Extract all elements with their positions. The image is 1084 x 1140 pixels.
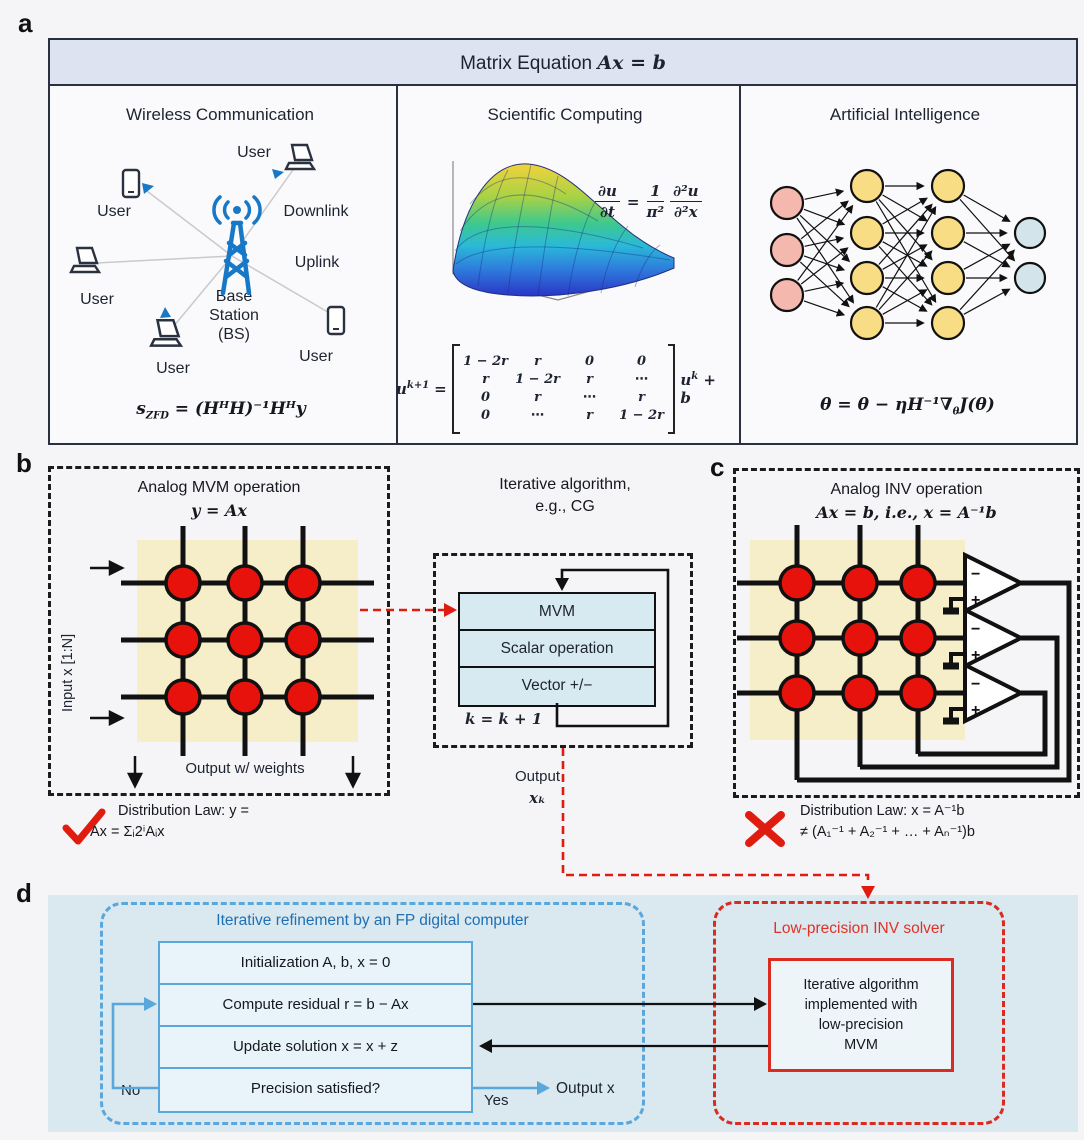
user-label-bottom: User [156,360,190,377]
crossbar-inv [725,515,1083,798]
algorithm-output-word: Output [514,768,561,785]
algorithm-title: Iterative algorithm, e.g., CG [499,476,631,515]
panel-a-header [50,40,1076,86]
pde-equation: $\frac{\partial u}{\partial t}$ = $\frac{1}{\text{π²}}$ $\frac{\text{∂²u}}{\text{∂²x}}$ [592,182,705,221]
panel-a-label: a [18,8,33,38]
panel-b-label: b [16,448,32,478]
output-axis-label: Output w/ weights [185,760,305,777]
algo-step-mvm: MVM [460,594,654,631]
user-label-left: User [97,203,131,220]
pointer-icon [158,306,172,319]
wireless-title: Wireless Communication [126,105,314,124]
refinement-steps [158,941,473,1113]
panel-c-law: Distribution Law: x = A⁻¹b ≠ (A₁⁻¹ + A₂⁻¹ + … + Aₙ⁻¹)b [800,803,975,840]
panel-b-subtitle: y = Ax [191,501,247,520]
svg-text:+: + [971,647,981,664]
downlink-label: Downlink [283,203,349,220]
step-update: Update solution x = x + z [160,1027,471,1069]
output-x-label: Output x [556,1080,615,1097]
header-math: Ax = b [597,52,666,74]
header-prefix: Matrix Equation [460,53,598,74]
svg-text:−: − [971,621,981,638]
user-label-top: User [237,144,271,161]
uplink-label: Uplink [294,254,340,271]
wireless-equation: $s_{ZFD}$ = (HᴴH)⁻¹Hᴴy [136,399,306,422]
ai-equation: $\theta = \theta - \eta H^{-1}\nabla_\theta J(\theta)$ [820,395,995,418]
surface-plot [438,146,680,318]
svg-text:−: − [971,566,981,583]
laptop-icon [283,143,319,173]
panel-c-label: c [710,452,725,482]
ai-title: Artificial Intelligence [829,105,981,124]
algorithm-output-var: xₖ [529,789,546,807]
input-arrows [90,562,122,724]
step-precision: Precision satisfied? [250,1080,381,1097]
algo-step-scalar: Scalar operation [460,631,654,668]
column-divider [739,86,741,445]
bracket-left [452,344,460,434]
scientific-title: Scientific Computing [487,105,643,124]
step-initialization: Initialization A, b, x = 0 [160,943,471,985]
x-icon [742,808,788,850]
iteration-counter: k = k + 1 [465,710,543,728]
base-station-label: Base Station (BS) [209,288,259,343]
phone-icon [325,305,347,337]
no-label: No [121,1082,141,1099]
input-axis-label: Input x [1:N] [60,633,76,712]
phone-icon [120,168,142,200]
svg-text:+: + [971,592,981,609]
panel-c-subtitle: Ax = b, i.e., x = A⁻¹b [816,503,997,522]
base-station-icon [193,193,279,297]
laptop-icon [68,246,104,276]
crossbar-mvm [78,520,380,790]
pointer-icon [271,167,285,180]
user-label-lowleft: User [80,291,114,308]
panel-b-law: Distribution Law: y = Ax = Σᵢ2ⁱAᵢx [90,803,249,840]
panel-c-title: Analog INV operation [830,481,983,498]
neural-network [755,138,1055,360]
solver-inner-box: Iterative algorithm implemented with low-precision MVM [768,958,954,1072]
step-residual: Compute residual r = b − Ax [160,985,471,1027]
refinement-title: Iterative refinement by an FP digital computer [216,912,529,929]
inv-solver-title: Low-precision INV solver [773,920,945,937]
laptop-icon [148,318,186,350]
algorithm-steps [458,592,656,707]
panel-d-label: d [16,878,32,908]
algo-step-vector: Vector +/− [521,677,593,694]
matrix-equation: $u^{k+1}$ = 1 − 2r r 0 0 r 1 − 2r r ⋯ 0 r ⋯ r 0 ⋯ r 1 − 2r $u^k + b$ [396,344,730,434]
yes-label: Yes [484,1092,509,1109]
svg-text:−: − [971,676,981,693]
pointer-icon [141,182,155,195]
bracket-right [668,344,676,434]
panel-b-title: Analog MVM operation [137,479,301,496]
user-label-right: User [299,348,333,365]
svg-text:+: + [971,702,981,719]
